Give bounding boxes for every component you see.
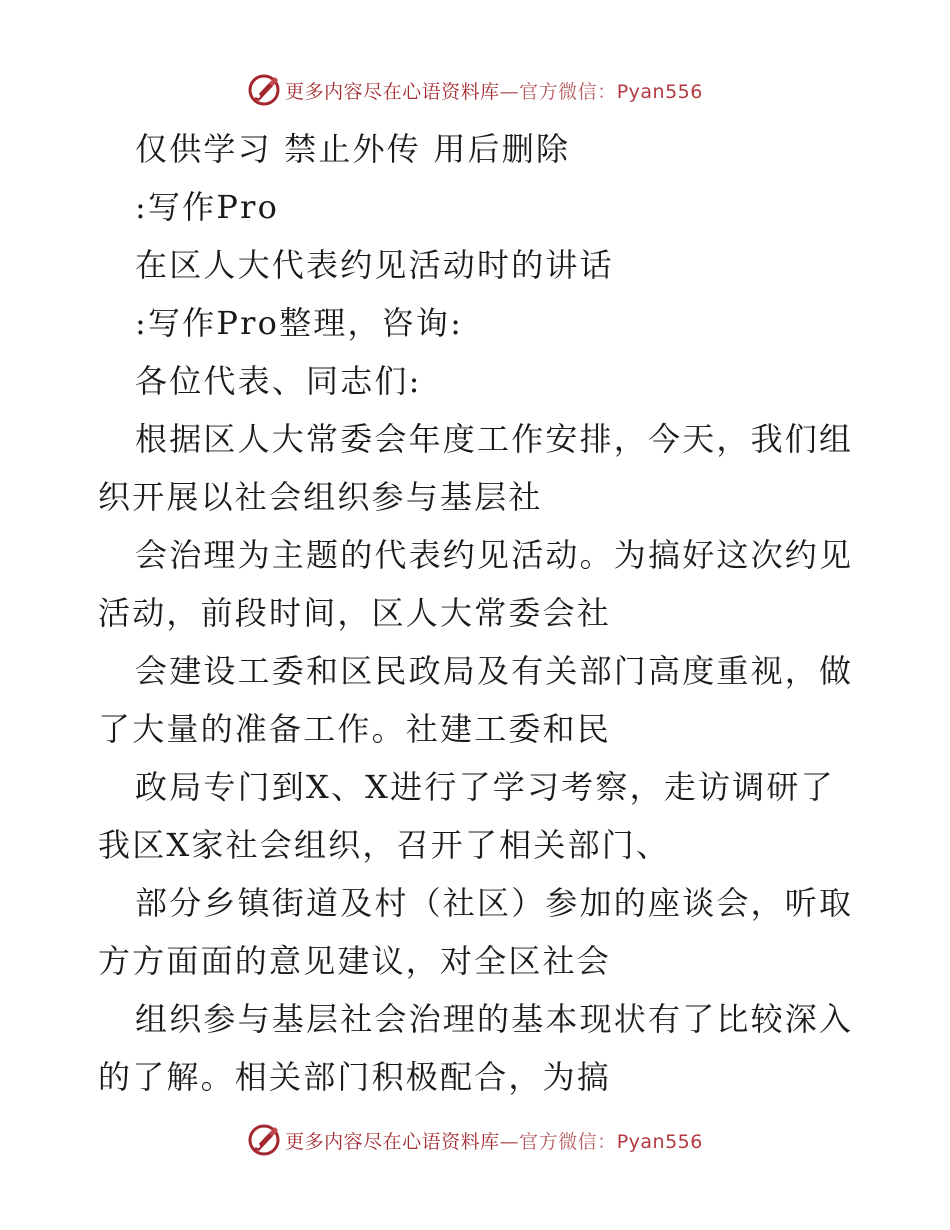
- header-watermark: [0, 70, 950, 110]
- doc-line: 各位代表、同志们:: [135, 362, 422, 400]
- doc-line: 活动，前段时间，区人大常委会社: [98, 594, 612, 632]
- pen-logo-icon: [247, 73, 281, 107]
- pen-logo-icon: [247, 1123, 281, 1157]
- doc-line: 的了解。相关部门积极配合，为搞: [98, 1058, 612, 1096]
- doc-line: 组织参与基层社会治理的基本现状有了比较深入: [135, 1000, 854, 1038]
- doc-line: 会治理为主题的代表约见活动。为搞好这次约见: [135, 536, 854, 574]
- doc-line: 会建设工委和区民政局及有关部门高度重视，做: [135, 652, 854, 690]
- doc-line: 仅供学习 禁止外传 用后删除: [135, 130, 571, 168]
- doc-line: 织开展以社会组织参与基层社: [98, 478, 543, 516]
- doc-line: :写作Pro整理，咨询:: [135, 304, 464, 342]
- doc-line: 在区人大代表约见活动时的讲话: [135, 246, 614, 284]
- watermark-text: 更多内容尽在心语资料库—官方微信：Pyan556: [285, 1130, 703, 1153]
- doc-line: 了大量的准备工作。社建工委和民: [98, 710, 612, 748]
- doc-line: 部分乡镇街道及村（社区）参加的座谈会，听取: [135, 884, 854, 922]
- doc-line: 根据区人大常委会年度工作安排，今天，我们组: [135, 420, 854, 458]
- watermark-text: 更多内容尽在心语资料库—官方微信：Pyan556: [285, 80, 703, 103]
- doc-line: 政局专门到X、X进行了学习考察，走访调研了: [135, 768, 835, 806]
- doc-line: 方方面面的意见建议，对全区社会: [98, 942, 612, 980]
- footer-watermark: [0, 1120, 950, 1160]
- doc-line: :写作Pro: [135, 188, 280, 226]
- doc-line: 我区X家社会组织，召开了相关部门、: [98, 826, 671, 864]
